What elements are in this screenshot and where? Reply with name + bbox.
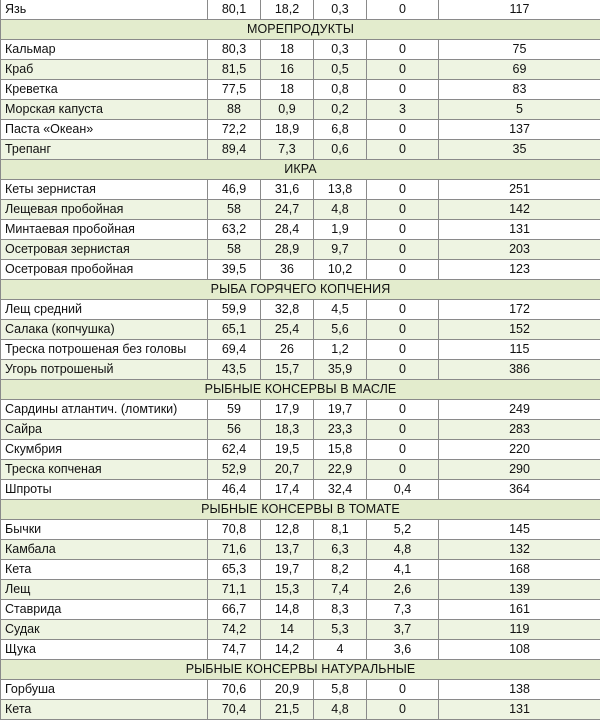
product-name-cell: Кальмар — [1, 40, 208, 60]
product-name-cell: Сайра — [1, 420, 208, 440]
product-name-cell: Лещ средний — [1, 300, 208, 320]
value-cell-c1: 43,5 — [208, 360, 261, 380]
value-cell-c4: 0 — [367, 420, 439, 440]
table-row — [1, 40, 600, 60]
value-cell-c5: 123 — [439, 260, 600, 280]
value-cell-c3: 4,5 — [314, 300, 367, 320]
value-cell-c4: 0 — [367, 180, 439, 200]
value-cell-c4: 0 — [367, 320, 439, 340]
product-name-cell: Ставрида — [1, 600, 208, 620]
table-row — [1, 560, 600, 580]
value-cell-c1: 70,6 — [208, 680, 261, 700]
value-cell-c3: 5,3 — [314, 620, 367, 640]
table-row — [1, 260, 600, 280]
value-cell-c2: 24,7 — [261, 200, 314, 220]
value-cell-c4: 0 — [367, 60, 439, 80]
table-row — [1, 620, 600, 640]
value-cell-c2: 17,9 — [261, 400, 314, 420]
value-cell-c1: 71,1 — [208, 580, 261, 600]
section-header-row — [1, 380, 600, 400]
value-cell-c5: 75 — [439, 40, 600, 60]
table-row — [1, 60, 600, 80]
value-cell-c2: 18,2 — [261, 0, 314, 20]
table-body — [1, 0, 600, 720]
value-cell-c2: 18,9 — [261, 120, 314, 140]
value-cell-c5: 131 — [439, 220, 600, 240]
product-name-cell: Кета — [1, 560, 208, 580]
value-cell-c1: 46,9 — [208, 180, 261, 200]
value-cell-c1: 52,9 — [208, 460, 261, 480]
product-name-cell: Осетровая пробойная — [1, 260, 208, 280]
value-cell-c3: 15,8 — [314, 440, 367, 460]
value-cell-c3: 5,6 — [314, 320, 367, 340]
value-cell-c1: 88 — [208, 100, 261, 120]
value-cell-c1: 66,7 — [208, 600, 261, 620]
value-cell-c5: 132 — [439, 540, 600, 560]
value-cell-c2: 17,4 — [261, 480, 314, 500]
value-cell-c3: 6,8 — [314, 120, 367, 140]
product-name-cell: Сардины атлантич. (ломтики) — [1, 400, 208, 420]
value-cell-c4: 0 — [367, 400, 439, 420]
product-name-cell: Осетровая зернистая — [1, 240, 208, 260]
value-cell-c4: 0 — [367, 460, 439, 480]
table-row — [1, 460, 600, 480]
value-cell-c1: 56 — [208, 420, 261, 440]
value-cell-c2: 0,9 — [261, 100, 314, 120]
value-cell-c3: 9,7 — [314, 240, 367, 260]
value-cell-c5: 139 — [439, 580, 600, 600]
value-cell-c3: 8,3 — [314, 600, 367, 620]
section-title: РЫБНЫЕ КОНСЕРВЫ В МАСЛЕ — [1, 380, 600, 400]
value-cell-c4: 0 — [367, 0, 439, 20]
table-row — [1, 80, 600, 100]
value-cell-c2: 36 — [261, 260, 314, 280]
value-cell-c2: 20,9 — [261, 680, 314, 700]
product-name-cell: Бычки — [1, 520, 208, 540]
value-cell-c3: 7,4 — [314, 580, 367, 600]
table-row — [1, 640, 600, 660]
value-cell-c5: 168 — [439, 560, 600, 580]
value-cell-c2: 18 — [261, 40, 314, 60]
value-cell-c2: 31,6 — [261, 180, 314, 200]
section-header-row — [1, 160, 600, 180]
product-name-cell: Судак — [1, 620, 208, 640]
value-cell-c4: 0 — [367, 360, 439, 380]
table-row — [1, 100, 600, 120]
value-cell-c5: 145 — [439, 520, 600, 540]
value-cell-c4: 4,8 — [367, 540, 439, 560]
value-cell-c2: 28,9 — [261, 240, 314, 260]
value-cell-c1: 80,1 — [208, 0, 261, 20]
value-cell-c2: 18 — [261, 80, 314, 100]
value-cell-c1: 59,9 — [208, 300, 261, 320]
value-cell-c5: 364 — [439, 480, 600, 500]
value-cell-c3: 0,6 — [314, 140, 367, 160]
value-cell-c3: 4,8 — [314, 200, 367, 220]
value-cell-c5: 283 — [439, 420, 600, 440]
product-name-cell: Паста «Океан» — [1, 120, 208, 140]
value-cell-c2: 26 — [261, 340, 314, 360]
table-row — [1, 120, 600, 140]
value-cell-c1: 46,4 — [208, 480, 261, 500]
value-cell-c4: 5,2 — [367, 520, 439, 540]
table-row — [1, 200, 600, 220]
product-name-cell: Лещевая пробойная — [1, 200, 208, 220]
value-cell-c3: 4 — [314, 640, 367, 660]
value-cell-c1: 65,1 — [208, 320, 261, 340]
value-cell-c2: 12,8 — [261, 520, 314, 540]
value-cell-c4: 4,1 — [367, 560, 439, 580]
value-cell-c4: 0 — [367, 220, 439, 240]
value-cell-c1: 89,4 — [208, 140, 261, 160]
table-row — [1, 540, 600, 560]
value-cell-c5: 172 — [439, 300, 600, 320]
table-row — [1, 480, 600, 500]
value-cell-c2: 14,2 — [261, 640, 314, 660]
product-name-cell: Лещ — [1, 580, 208, 600]
value-cell-c4: 0 — [367, 440, 439, 460]
section-title: РЫБНЫЕ КОНСЕРВЫ НАТУРАЛЬНЫЕ — [1, 660, 600, 680]
value-cell-c1: 62,4 — [208, 440, 261, 460]
section-header-row — [1, 660, 600, 680]
value-cell-c3: 19,7 — [314, 400, 367, 420]
table-row — [1, 420, 600, 440]
value-cell-c3: 0,2 — [314, 100, 367, 120]
section-title: РЫБНЫЕ КОНСЕРВЫ В ТОМАТЕ — [1, 500, 600, 520]
value-cell-c2: 25,4 — [261, 320, 314, 340]
value-cell-c1: 63,2 — [208, 220, 261, 240]
value-cell-c3: 35,9 — [314, 360, 367, 380]
section-header-row — [1, 280, 600, 300]
value-cell-c3: 4,8 — [314, 700, 367, 720]
value-cell-c2: 15,7 — [261, 360, 314, 380]
product-name-cell: Минтаевая пробойная — [1, 220, 208, 240]
product-name-cell: Камбала — [1, 540, 208, 560]
value-cell-c3: 8,1 — [314, 520, 367, 540]
value-cell-c1: 39,5 — [208, 260, 261, 280]
value-cell-c4: 0 — [367, 200, 439, 220]
value-cell-c5: 35 — [439, 140, 600, 160]
value-cell-c2: 20,7 — [261, 460, 314, 480]
value-cell-c3: 13,8 — [314, 180, 367, 200]
value-cell-c2: 21,5 — [261, 700, 314, 720]
table-row — [1, 700, 600, 720]
table-row — [1, 360, 600, 380]
value-cell-c4: 0 — [367, 300, 439, 320]
value-cell-c5: 69 — [439, 60, 600, 80]
value-cell-c1: 58 — [208, 240, 261, 260]
value-cell-c5: 220 — [439, 440, 600, 460]
value-cell-c5: 5 — [439, 100, 600, 120]
value-cell-c1: 70,4 — [208, 700, 261, 720]
value-cell-c5: 115 — [439, 340, 600, 360]
value-cell-c1: 72,2 — [208, 120, 261, 140]
value-cell-c5: 386 — [439, 360, 600, 380]
value-cell-c1: 74,2 — [208, 620, 261, 640]
value-cell-c5: 203 — [439, 240, 600, 260]
value-cell-c5: 108 — [439, 640, 600, 660]
value-cell-c1: 74,7 — [208, 640, 261, 660]
product-name-cell: Трепанг — [1, 140, 208, 160]
value-cell-c5: 152 — [439, 320, 600, 340]
value-cell-c4: 3,7 — [367, 620, 439, 640]
value-cell-c5: 290 — [439, 460, 600, 480]
value-cell-c2: 13,7 — [261, 540, 314, 560]
value-cell-c2: 15,3 — [261, 580, 314, 600]
value-cell-c1: 70,8 — [208, 520, 261, 540]
product-name-cell: Салака (копчушка) — [1, 320, 208, 340]
value-cell-c4: 0 — [367, 240, 439, 260]
product-name-cell: Щука — [1, 640, 208, 660]
value-cell-c5: 142 — [439, 200, 600, 220]
table-row — [1, 180, 600, 200]
product-name-cell: Морская капуста — [1, 100, 208, 120]
value-cell-c1: 77,5 — [208, 80, 261, 100]
product-name-cell: Креветка — [1, 80, 208, 100]
value-cell-c2: 18,3 — [261, 420, 314, 440]
value-cell-c1: 59 — [208, 400, 261, 420]
value-cell-c5: 119 — [439, 620, 600, 640]
value-cell-c5: 138 — [439, 680, 600, 700]
value-cell-c3: 10,2 — [314, 260, 367, 280]
value-cell-c4: 7,3 — [367, 600, 439, 620]
value-cell-c5: 131 — [439, 700, 600, 720]
value-cell-c2: 14,8 — [261, 600, 314, 620]
value-cell-c4: 0 — [367, 680, 439, 700]
value-cell-c2: 19,7 — [261, 560, 314, 580]
value-cell-c5: 161 — [439, 600, 600, 620]
value-cell-c4: 0 — [367, 80, 439, 100]
product-name-cell: Скумбрия — [1, 440, 208, 460]
value-cell-c3: 0,3 — [314, 0, 367, 20]
product-name-cell: Треска потрошеная без головы — [1, 340, 208, 360]
value-cell-c4: 2,6 — [367, 580, 439, 600]
value-cell-c5: 249 — [439, 400, 600, 420]
product-name-cell: Кета — [1, 700, 208, 720]
table-row — [1, 220, 600, 240]
product-name-cell: Шпроты — [1, 480, 208, 500]
value-cell-c1: 71,6 — [208, 540, 261, 560]
value-cell-c1: 65,3 — [208, 560, 261, 580]
value-cell-c4: 0 — [367, 120, 439, 140]
value-cell-c1: 69,4 — [208, 340, 261, 360]
product-name-cell: Угорь потрошеный — [1, 360, 208, 380]
value-cell-c2: 32,8 — [261, 300, 314, 320]
value-cell-c3: 1,9 — [314, 220, 367, 240]
section-title: РЫБА ГОРЯЧЕГО КОПЧЕНИЯ — [1, 280, 600, 300]
table-row — [1, 0, 600, 20]
value-cell-c4: 3 — [367, 100, 439, 120]
value-cell-c3: 0,5 — [314, 60, 367, 80]
value-cell-c2: 14 — [261, 620, 314, 640]
value-cell-c5: 251 — [439, 180, 600, 200]
table-row — [1, 140, 600, 160]
section-title: МОРЕПРОДУКТЫ — [1, 20, 600, 40]
value-cell-c2: 7,3 — [261, 140, 314, 160]
table-row — [1, 400, 600, 420]
value-cell-c5: 83 — [439, 80, 600, 100]
section-header-row — [1, 500, 600, 520]
value-cell-c1: 80,3 — [208, 40, 261, 60]
product-name-cell: Язь — [1, 0, 208, 20]
table-row — [1, 520, 600, 540]
product-name-cell: Треска копченая — [1, 460, 208, 480]
value-cell-c2: 28,4 — [261, 220, 314, 240]
value-cell-c4: 0 — [367, 700, 439, 720]
value-cell-c3: 0,3 — [314, 40, 367, 60]
value-cell-c3: 6,3 — [314, 540, 367, 560]
table-row — [1, 240, 600, 260]
table-row — [1, 440, 600, 460]
product-name-cell: Горбуша — [1, 680, 208, 700]
product-name-cell: Краб — [1, 60, 208, 80]
value-cell-c1: 81,5 — [208, 60, 261, 80]
value-cell-c5: 117 — [439, 0, 600, 20]
value-cell-c3: 1,2 — [314, 340, 367, 360]
value-cell-c5: 137 — [439, 120, 600, 140]
value-cell-c2: 16 — [261, 60, 314, 80]
value-cell-c2: 19,5 — [261, 440, 314, 460]
table-row — [1, 300, 600, 320]
table-row — [1, 680, 600, 700]
value-cell-c4: 0 — [367, 140, 439, 160]
table-row — [1, 580, 600, 600]
value-cell-c3: 22,9 — [314, 460, 367, 480]
section-title: ИКРА — [1, 160, 600, 180]
value-cell-c3: 32,4 — [314, 480, 367, 500]
value-cell-c3: 0,8 — [314, 80, 367, 100]
value-cell-c1: 58 — [208, 200, 261, 220]
table-row — [1, 600, 600, 620]
section-header-row — [1, 20, 600, 40]
table-row — [1, 340, 600, 360]
value-cell-c4: 0 — [367, 260, 439, 280]
product-name-cell: Кеты зернистая — [1, 180, 208, 200]
value-cell-c4: 3,6 — [367, 640, 439, 660]
value-cell-c4: 0 — [367, 340, 439, 360]
value-cell-c4: 0,4 — [367, 480, 439, 500]
table-row — [1, 320, 600, 340]
value-cell-c4: 0 — [367, 40, 439, 60]
value-cell-c3: 5,8 — [314, 680, 367, 700]
value-cell-c3: 8,2 — [314, 560, 367, 580]
value-cell-c3: 23,3 — [314, 420, 367, 440]
